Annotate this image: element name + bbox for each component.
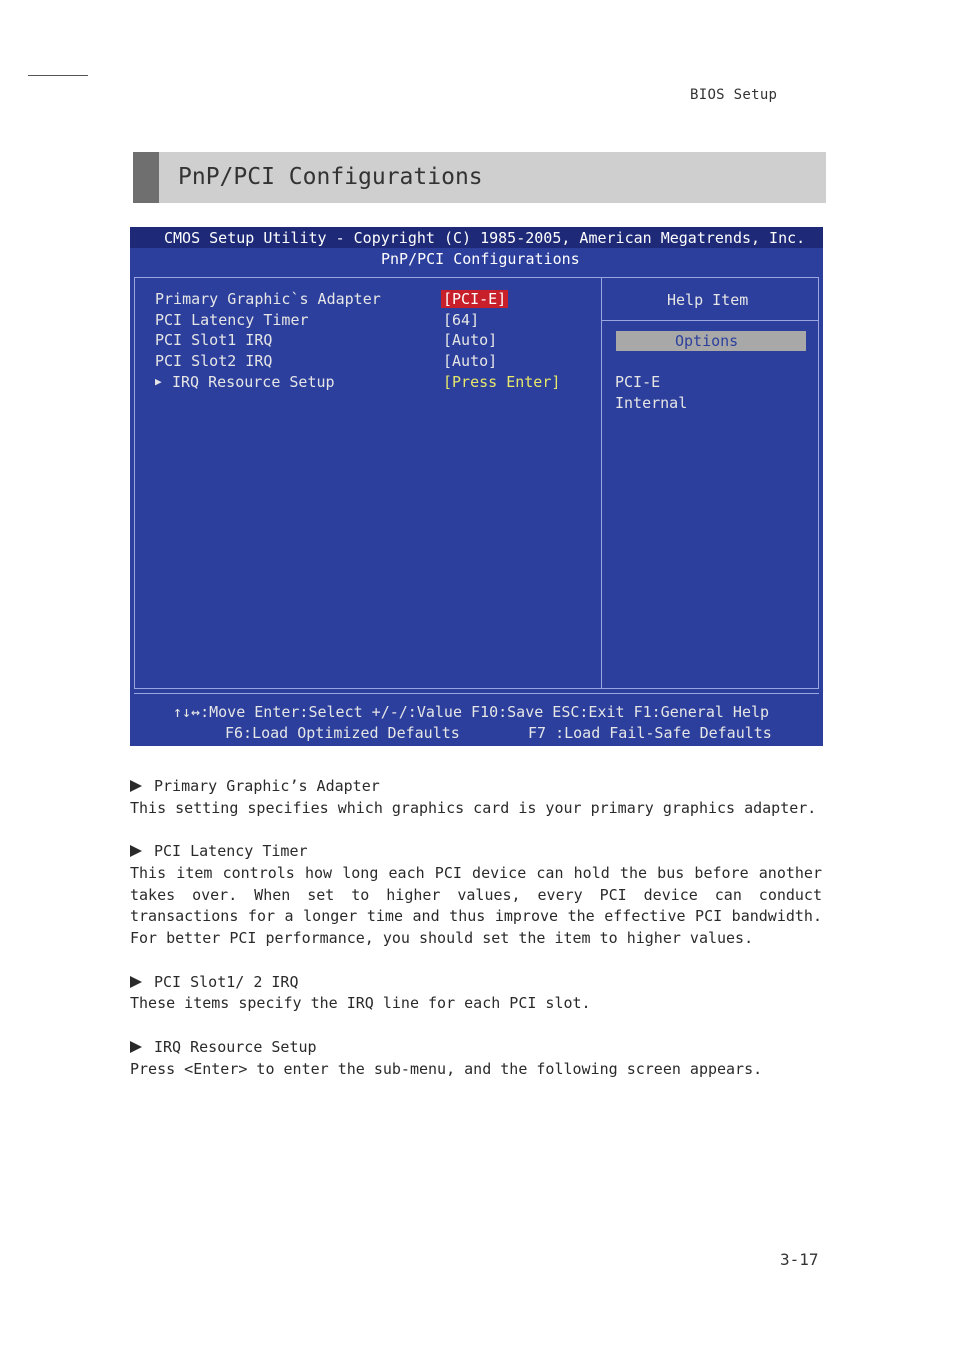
menu-item-pci-slot2-irq[interactable]: PCI Slot2 IRQ (155, 352, 273, 370)
heading-pci-slot-irq: PCI Slot1/ 2 IRQ (130, 973, 299, 991)
body-pci-latency-timer: This item controls how long each PCI device can hold the bus before another takes over. When set to higher values, every PCI device can conduct transactions for a longer time and thus improve the effective PCI bandwidth. For better PCI performance, you should set the item to higher values. (130, 864, 822, 948)
value-pci-slot2-irq[interactable]: [Auto] (443, 352, 498, 370)
bios-copyright: CMOS Setup Utility - Copyright (C) 1985-2005, American Megatrends, Inc. (164, 229, 806, 247)
triangle-bullet-icon (130, 976, 142, 988)
key-help-load-failsafe: F7 :Load Fail-Safe Defaults (528, 724, 772, 742)
key-help-load-optimized: F6:Load Optimized Defaults (225, 724, 460, 742)
top-rule (28, 75, 88, 76)
value-pci-slot1-irq[interactable]: [Auto] (443, 331, 498, 349)
triangle-bullet-icon (130, 845, 142, 857)
body-irq-resource-setup: Press <Enter> to enter the sub-menu, and the following screen appears. (130, 1060, 763, 1078)
body-pci-slot-irq: These items specify the IRQ line for each PCI slot. (130, 994, 591, 1012)
menu-item-irq-resource-setup[interactable]: IRQ Resource Setup (172, 373, 335, 391)
submenu-arrow-icon: ▶ (155, 375, 162, 388)
options-label: Options (675, 332, 739, 350)
section-title: PnP/PCI Configurations (178, 164, 483, 190)
value-primary-graphics-adapter[interactable]: [PCI-E] (443, 290, 507, 308)
page-number: 3-17 (780, 1250, 819, 1269)
menu-item-primary-graphics-adapter[interactable]: Primary Graphic`s Adapter (155, 290, 381, 308)
bios-vertical-divider (601, 278, 602, 689)
bios-titlebar (130, 227, 823, 248)
triangle-bullet-icon (130, 780, 142, 792)
bios-screenshot (130, 227, 823, 746)
banner-accent-bar (133, 152, 159, 203)
section-banner (133, 152, 826, 203)
bios-subtitle: PnP/PCI Configurations (381, 250, 580, 268)
heading-pci-latency-timer: PCI Latency Timer (130, 842, 308, 860)
value-irq-resource-setup[interactable]: [Press Enter] (443, 373, 561, 391)
menu-item-pci-slot1-irq[interactable]: PCI Slot1 IRQ (155, 331, 273, 349)
triangle-bullet-icon (130, 1041, 142, 1053)
body-primary-graphics-adapter: This setting specifies which graphics card is your primary graphics adapter. (130, 799, 817, 817)
bios-help-divider (602, 320, 818, 321)
running-header: BIOS Setup (690, 87, 778, 103)
value-pci-latency-timer[interactable]: [64] (443, 311, 480, 329)
menu-item-pci-latency-timer[interactable]: PCI Latency Timer (155, 311, 309, 329)
help-item-title: Help Item (667, 291, 749, 309)
heading-irq-resource-setup: IRQ Resource Setup (130, 1038, 317, 1056)
key-help-line-1: ↑↓↔:Move Enter:Select +/-/:Value F10:Save ESC:Exit F1:General Help (173, 703, 770, 721)
option-internal: Internal (615, 394, 688, 412)
heading-primary-graphics-adapter: Primary Graphic’s Adapter (130, 777, 380, 795)
option-pci-e: PCI-E (615, 373, 661, 391)
